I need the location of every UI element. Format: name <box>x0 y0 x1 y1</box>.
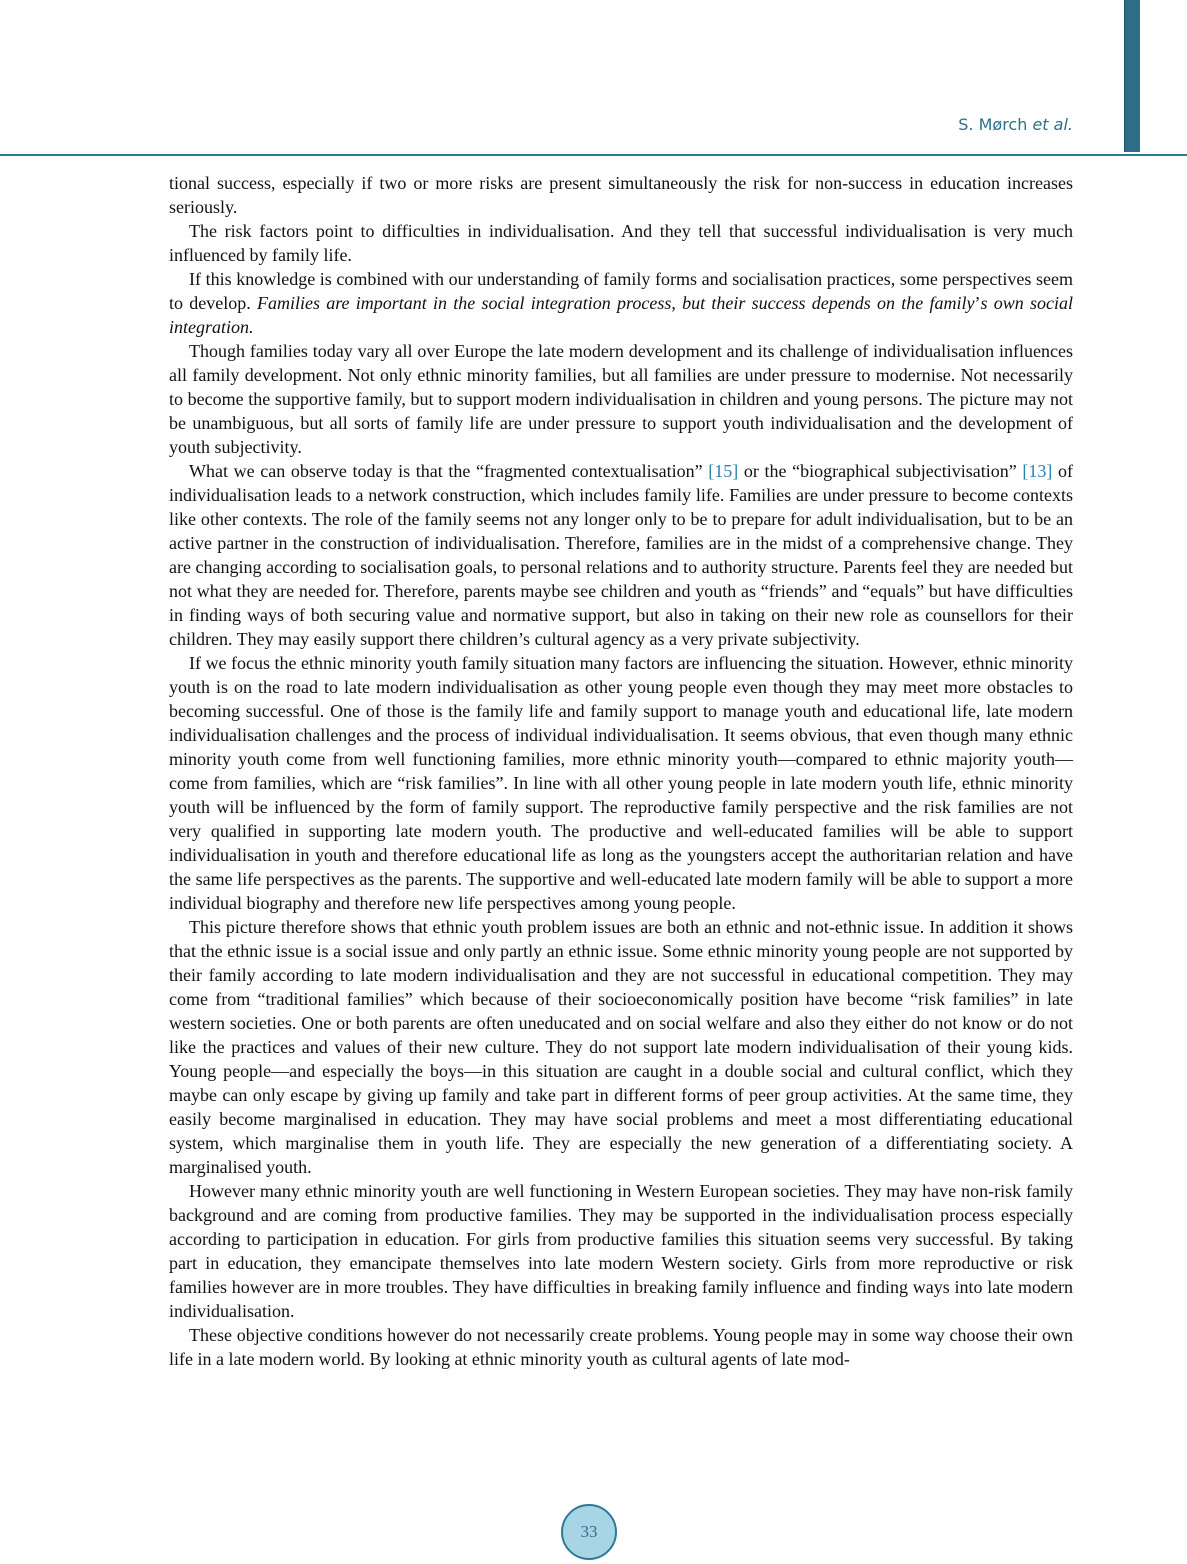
paragraph-3 <box>169 267 1073 339</box>
paragraph-2: The risk factors point to difficulties in individualisation. And they tell that successful individualisation is very much influenced by family life. <box>169 221 1073 265</box>
paragraph-5-text-a: What we can observe today is that the “fragmented contextualisation” <box>189 461 709 481</box>
paragraph-5-text-c: of individualisation leads to a network construction, which includes family life. Families are under pressure to become contexts like other contexts. The role of the family seems not any longer only to be to prepare for adult individualisation, but to be an active partner in the construction of individualisation. Therefore, families are in the midst of a comprehensive change. They are changing according to socialisation goals, to personal relations and to authority structure. Parents feel they are needed but not what they are needed for. Therefore, parents maybe see children and youth as “friends” and “equals” but have difficulties in finding ways of both securing value and normative support, but also in taking on their new role as counsellors for their children. They may easily support there children’s cultural agency as a very private subjectivity. <box>169 461 1073 649</box>
paragraph-5-text-b: or the “biographical subjectivisation” <box>738 461 1023 481</box>
paragraph-3-comma: , <box>671 293 683 313</box>
paragraph-7: This picture therefore shows that ethnic youth problem issues are both an ethnic and not-ethnic issue. In addition it shows that the ethnic issue is a social issue and only partly an ethnic issue. Some ethnic minority young people are not supported by their family according to late modern individualisation and they are not successful in educational competition. They may come from “traditional families” which because of their socioeconomically position have become “risk families” in late western societies. One or both parents are often uneducated and on social welfare and also they either do not know or do not like the practices and values of their new culture. They do not support late modern individualisation of their young kids. Young people—and especially the boys—in this situation are caught in a double social and cultural conflict, which they maybe can only escape by giving up family and take part in different forms of peer group activities. At the same time, they easily become marginalised in education. They may have social problems and meet a most differentiating educational system, which marginalise them in youth life. They are especially the new generation of a differentiating society. A marginalised youth. <box>169 917 1073 1177</box>
paragraph-1: tional success, especially if two or more risks are present simultaneously the risk for non-success in education increases seriously. <box>169 173 1073 217</box>
citation-link-15[interactable]: [15] <box>708 461 739 481</box>
paragraph-3-emphasis-3: s own social integration. <box>169 293 1074 337</box>
running-head <box>958 115 1073 134</box>
paragraph-9: These objective conditions however do not necessarily create problems. Young people may in some way choose their own life in a late modern world. By looking at ethnic minority youth as cultural agents of late mod- <box>169 1325 1073 1369</box>
paragraph-8: However many ethnic minority youth are well functioning in Western European societies. They may have non-risk family background and are coming from productive families. They may be supported in the individualisation process especially according to participation in education. For girls from productive families this situation seems very successful. By taking part in education, they emancipate themselves into late modern Western society. Girls from more reproductive or risk families however are in more troubles. They have difficulties in breaking family influence and finding ways into late modern individualisation. <box>169 1181 1073 1321</box>
decorative-side-bar <box>1124 0 1140 152</box>
paragraph-3-apostrophe: ’ <box>974 293 981 313</box>
paragraph-3-emphasis-1: Families are important in the social integration process <box>256 293 672 313</box>
article-body <box>169 171 1073 1371</box>
running-head-author: S. Mørch <box>958 115 1028 134</box>
paragraph-3-emphasis-2: but their success depends on the family <box>682 293 975 313</box>
page-number-badge <box>561 1504 617 1560</box>
paragraph-4: Though families today vary all over Europe the late modern development and its challenge of individualisation influences all family development. Not only ethnic minority families, but all families are under pressure to modernise. Not necessarily to become the supportive family, but to support modern individualisation in children and young persons. The picture may not be unambiguous, but all sorts of family life are under pressure to support youth individualisation and the development of youth subjectivity. <box>169 341 1073 457</box>
header-rule <box>0 154 1187 156</box>
page-number: 33 <box>580 1522 598 1541</box>
citation-link-13[interactable]: [13] <box>1022 461 1053 481</box>
running-head-etal: et al. <box>1032 115 1073 134</box>
paragraph-3-text: If this knowledge is combined with our understanding of family forms and socialisation practices, some perspectives seem to develop. <box>169 269 1073 313</box>
paragraph-6: If we focus the ethnic minority youth family situation many factors are influencing the situation. However, ethnic minority youth is on the road to late modern individualisation as other young people even though they may meet more obstacles to becoming successful. One of those is the family life and family support to manage youth and educational life, late modern individualisation challenges and the process of individual individualisation. It seems obvious, that even though many ethnic minority youth come from well functioning families, more ethnic minority youth—compared to ethnic majority youth—come from families, which are “risk families”. In line with all other young people in late modern youth life, ethnic minority youth will be influenced by the form of family support. The reproductive family perspective and the risk families are not very qualified in supporting late modern youth. The productive and well-educated families will be able to support individualisation in youth and therefore educational life as long as the youngsters accept the authoritarian relation and have the same life perspectives as the parents. The supportive and well-educated late modern family will be able to support a more individual biography and therefore new life perspectives among young people. <box>169 653 1073 913</box>
paragraph-5 <box>169 459 1073 651</box>
